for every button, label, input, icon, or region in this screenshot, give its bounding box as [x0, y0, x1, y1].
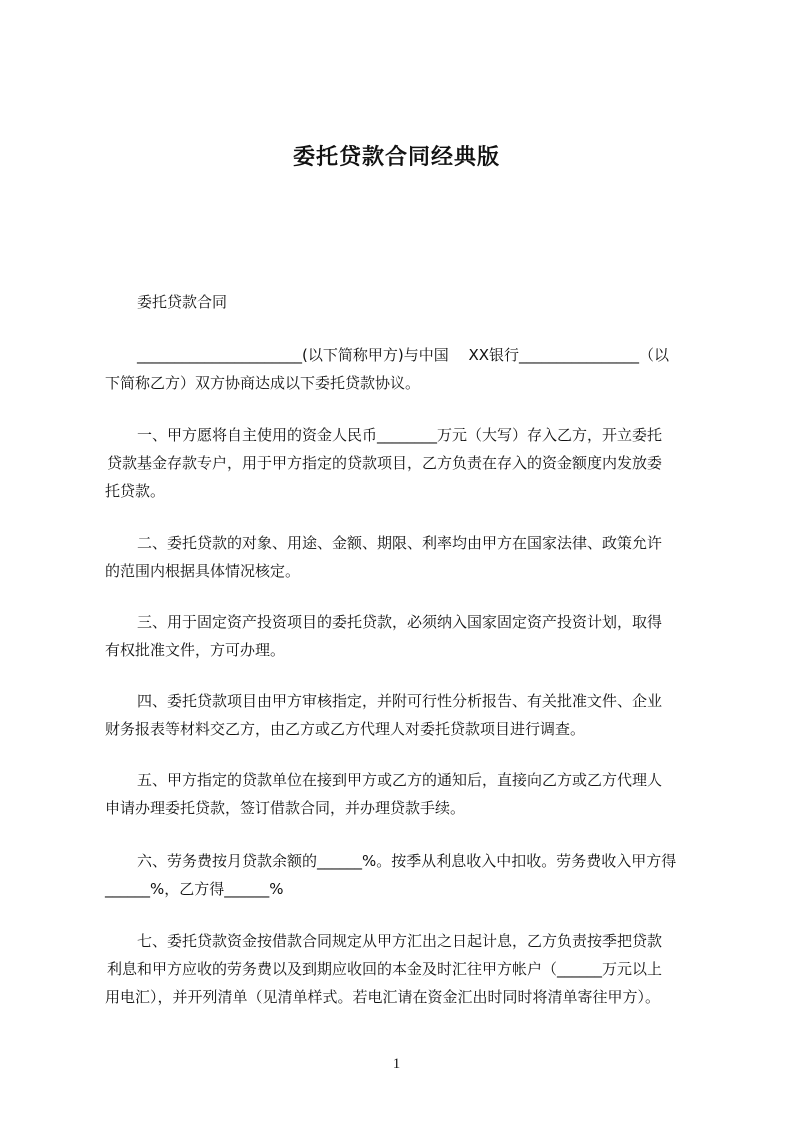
clause-1-line-3: 托贷款。 [105, 482, 166, 500]
clause-2-line-1: 二、委托贷款的对象、用途、金额、期限、利率均由甲方在国家法律、政策允许 [137, 534, 663, 552]
clause-4-line-1: 四、委托贷款项目由甲方审核指定，并附可行性分析报告、有关批准文件、企业 [137, 692, 663, 710]
clause-6-line-2: ______%，乙方得______% [105, 880, 284, 898]
intro-line-1: ______________________(以下简称甲方)与中国 XX银行________________（以 [137, 346, 670, 364]
clause-5-line-2: 申请办理委托贷款，签订借款合同，并办理贷款手续。 [105, 799, 466, 817]
clause-7-line-3: 用电汇），并开列清单（见清单样式。若电汇请在资金汇出时同时将清单寄往甲方）。 [105, 988, 661, 1006]
clause-6-line-1: 六、劳务费按月贷款余额的______%。按季从利息收入中扣收。劳务费收入甲方得 [137, 852, 677, 870]
clause-2-line-2: 的范围内根据具体情况核定。 [105, 562, 301, 580]
clause-3-line-1: 三、用于固定资产投资项目的委托贷款，必须纳入国家固定资产投资计划，取得 [137, 613, 663, 631]
clause-3-line-2: 有权批准文件，方可办理。 [105, 641, 286, 659]
clause-7-line-2: 利息和甲方应收的劳务费以及到期应收回的本金及时汇往甲方帐户（______万元以上 [107, 960, 663, 978]
intro-line-2: 下简称乙方）双方协商达成以下委托贷款协议。 [105, 374, 421, 392]
page-number: 1 [392, 1056, 401, 1072]
document-title: 委托贷款合同经典版 [292, 145, 500, 170]
clause-5-line-1: 五、甲方指定的贷款单位在接到甲方或乙方的通知后，直接向乙方或乙方代理人 [137, 771, 663, 789]
clause-1-line-2: 贷款基金存款专户，用于甲方指定的贷款项目，乙方负责在存入的资金额度内发放委 [107, 454, 663, 472]
clause-7-line-1: 七、委托贷款资金按借款合同规定从甲方汇出之日起计息，乙方负责按季把贷款 [137, 932, 663, 950]
contract-subtitle: 委托贷款合同 [137, 293, 228, 311]
clause-1-line-1: 一、甲方愿将自主使用的资金人民币________万元（大写）存入乙方，开立委托 [137, 426, 663, 444]
clause-4-line-2: 财务报表等材料交乙方，由乙方或乙方代理人对委托贷款项目进行调查。 [105, 720, 586, 738]
